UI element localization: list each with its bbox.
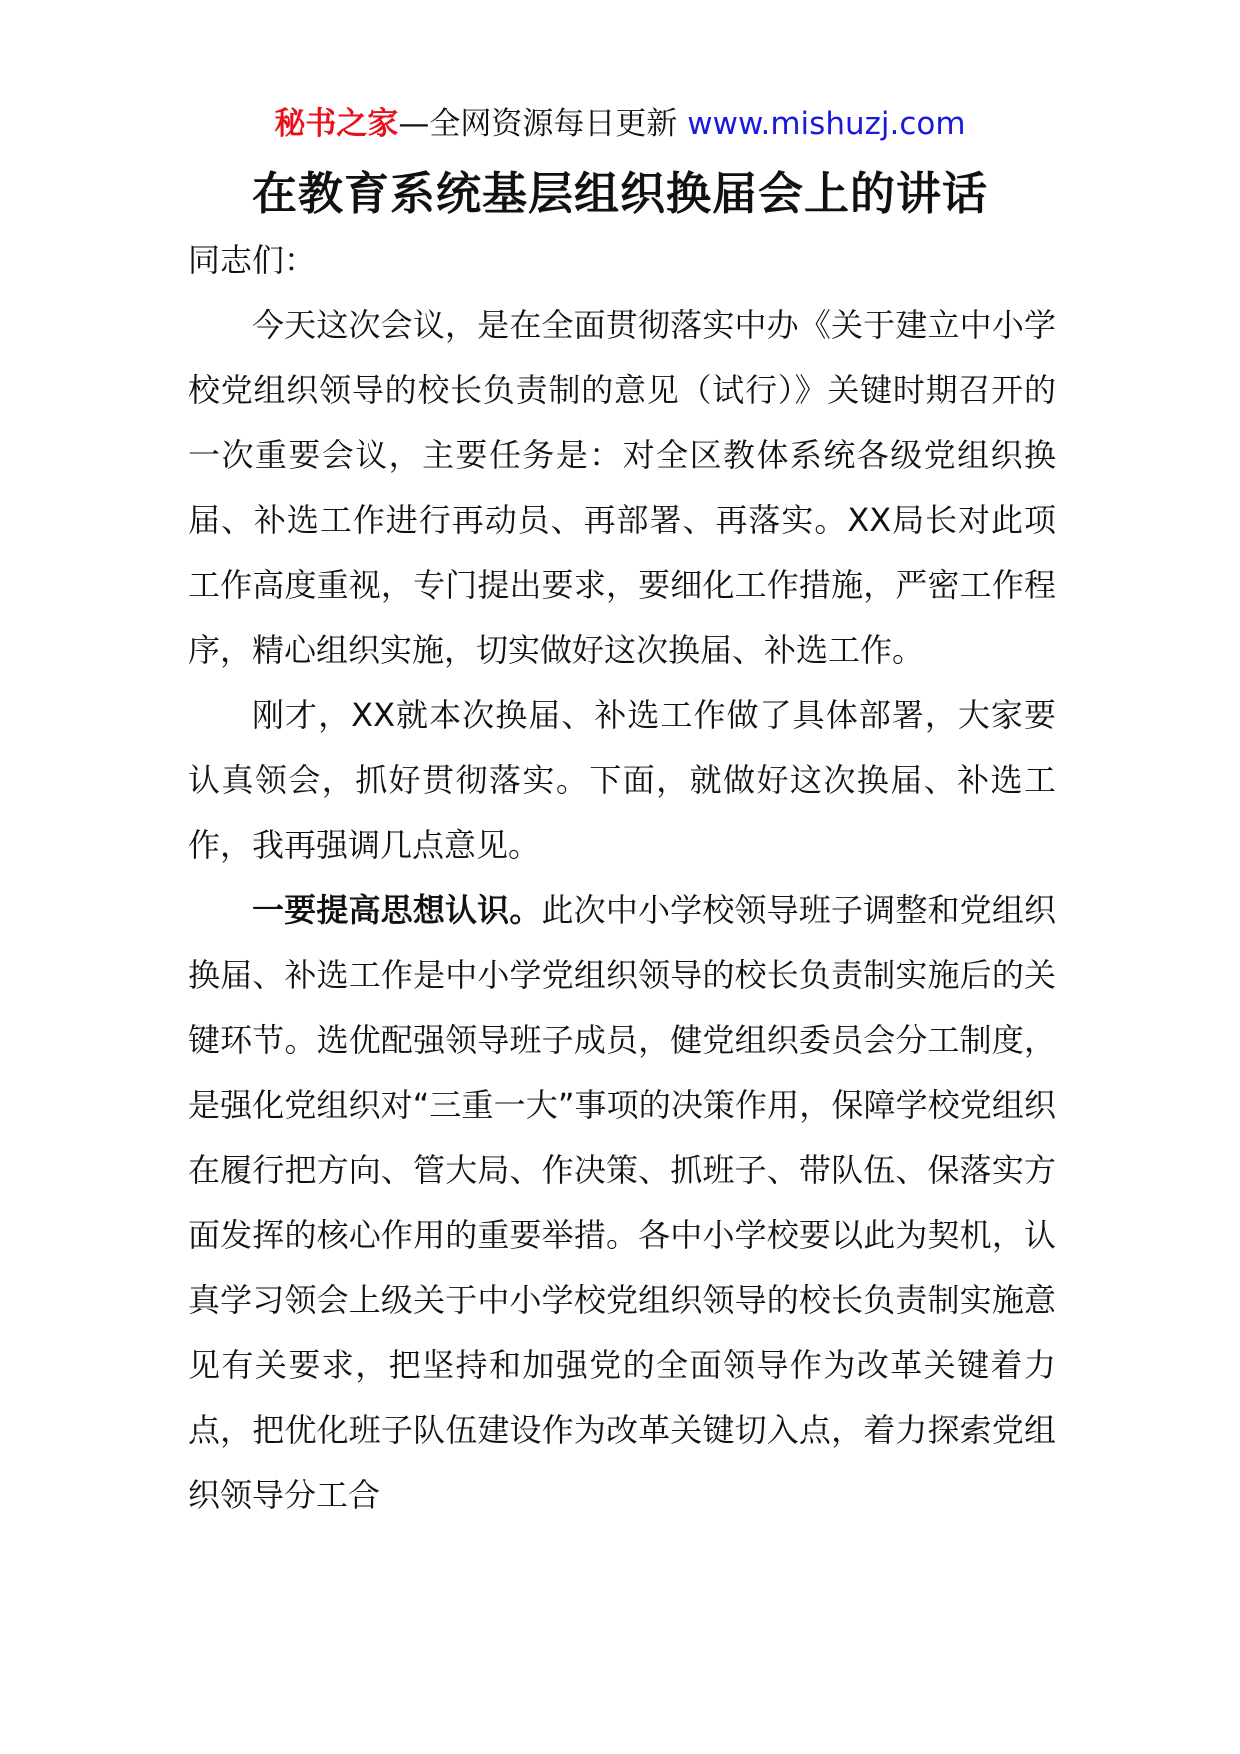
paragraph-3-lead: 一要提高思想认识。 <box>252 891 542 929</box>
site-brand: 秘书之家 <box>274 106 399 142</box>
document-body <box>188 228 1056 1528</box>
salutation: 同志们： <box>188 241 317 279</box>
paragraph-1-text: 今天这次会议，是在全面贯彻落实中办《关于建立中小学校党组织领导的校长负责制的意见（试行）》关键时期召开的一次重要会议，主要任务是：对全区教体系统各级党组织换届、补选工作进行再动员、再部署、再落实。XX局长对此项工作高度重视，专门提出要求，要细化工作措施，严密工作程序，精心组织实施，切实做好这次换届、补选工作。 <box>188 306 1056 669</box>
site-header <box>0 102 1240 146</box>
paragraph-2-text: 刚才，XX就本次换届、补选工作做了具体部署，大家要认真领会，抓好贯彻落实。下面，就做好这次换届、补选工作，我再强调几点意见。 <box>188 696 1056 864</box>
site-url[interactable]: www.mishuzj.com <box>687 106 966 142</box>
site-tagline: —全网资源每日更新 <box>398 106 678 142</box>
paragraph-2 <box>188 683 1056 878</box>
paragraph-3-text: 此次中小学校领导班子调整和党组织换届、补选工作是中小学党组织领导的校长负责制实施后的关键环节。选优配强领导班子成员，健党组织委员会分工制度，是强化党组织对“三重一大”事项的决策作用，保障学校党组织在履行把方向、管大局、作决策、抓班子、带队伍、保落实方面发挥的核心作用的重要举措。各中小学校要以此为契机，认真学习领会上级关于中小学校党组织领导的校长负责制实施意见有关要求，把坚持和加强党的全面领导作为改革关键着力点，把优化班子队伍建设作为改革关键切入点，着力探索党组织领导分工合 <box>188 891 1056 1514</box>
document-title: 在教育系统基层组织换届会上的讲话 <box>251 167 988 220</box>
paragraph-3 <box>188 878 1056 1528</box>
paragraph-1 <box>188 293 1056 683</box>
